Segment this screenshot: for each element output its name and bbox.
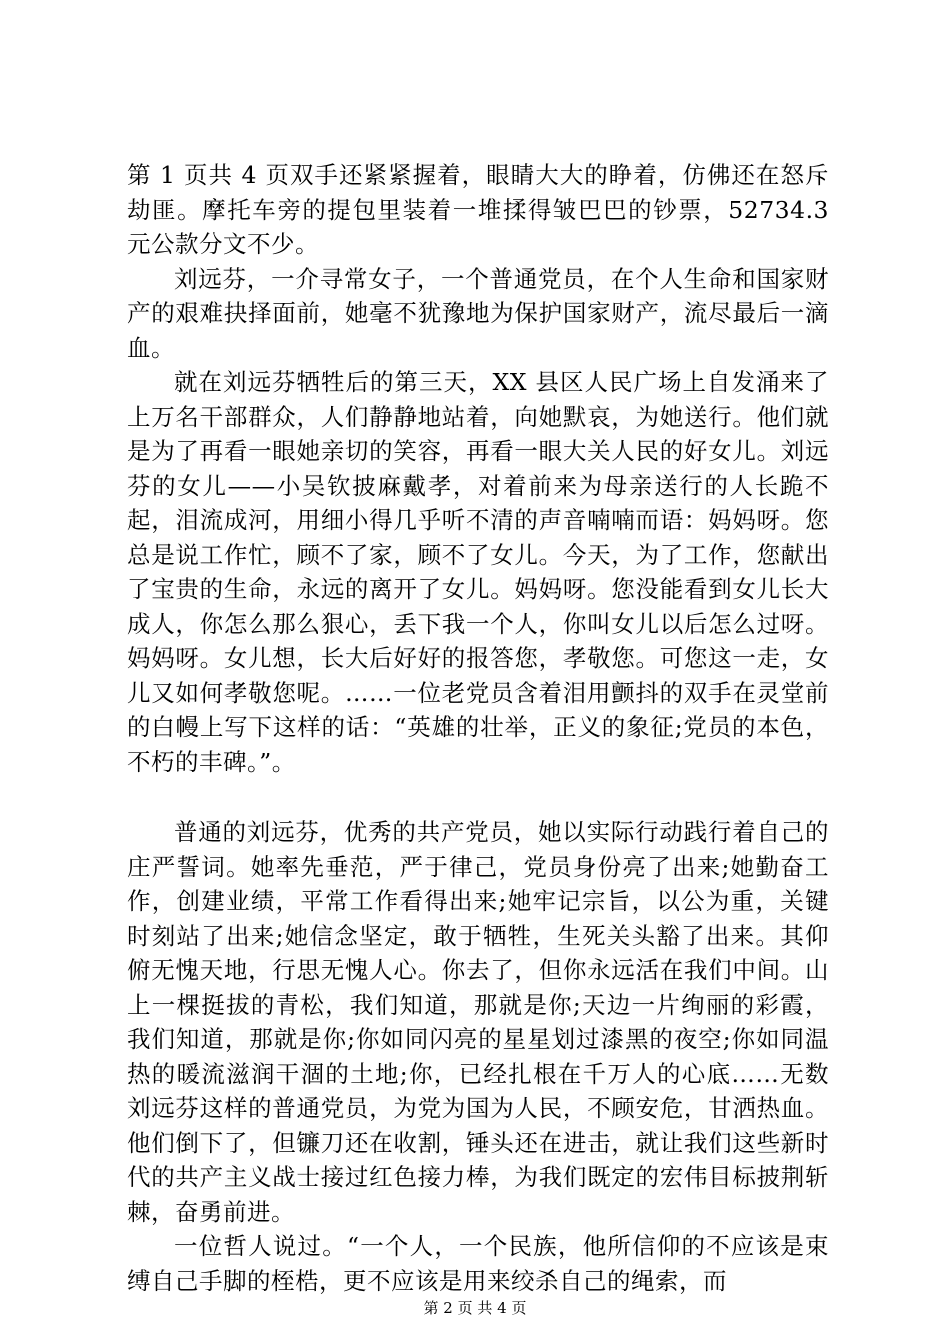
paragraph-continuation: 第 1 页共 4 页双手还紧紧握着，眼睛大大的睁着，仿佛还在怒斥劫匪。摩托车旁的提包里装着一堆揉得皱巴巴的钞票，52734.3 元公款分文不少。 [127,161,829,258]
paragraph-philosopher-quote: 一位哲人说过。“一个人，一个民族，他所信仰的不应该是束缚自己手脚的桎梏，更不应该是用来绞杀自己的绳索，而 [127,1232,829,1295]
paragraph-memorial: 就在刘远芬牺牲后的第三天，XX 县区人民广场上自发涌来了上万名干部群众，人们静静地站着，向她默哀，为她送行。他们就是为了再看一眼她亲切的笑容，再看一眼大关人民的好女儿。刘远芬的女儿——小吴钦披麻戴孝，对着前来为母亲送行的人长跪不起，泪流成河，用细小得几乎听不清的声音喃喃而语：妈妈呀。您总是说工作忙，顾不了家，顾不了女儿。今天，为了工作，您献出了宝贵的生命，永远的离开了女儿。妈妈呀。您没能看到女儿长大成人，你怎么那么狠心，丢下我一个人，你叫女儿以后怎么过呀。妈妈呀。女儿想，长大后好好的报答您，孝敬您。可您这一走，女儿又如何孝敬您呢。……一位老党员含着泪用颤抖的双手在灵堂前的白幔上写下这样的话：“英雄的壮举，正义的象征;党员的本色，不朽的丰碑。”。 [127,368,829,776]
page-footer: 第 2 页 共 4 页 [423,1299,527,1317]
paragraph-ordinary-party-member: 普通的刘远芬，优秀的共产党员，她以实际行动践行着自己的庄严誓词。她率先垂范，严于律己，党员身份亮了出来;她勤奋工作，创建业绩，平常工作看得出来;她牢记宗旨，以公为重，关键时刻站了出来;她信念坚定，敢于牺牲，生死关头豁了出来。其仰俯无愧天地，行思无愧人心。你去了，但你永远活在我们中间。山上一棵挺拔的青松，我们知道，那就是你;天边一片绚丽的彩霞，我们知道，那就是你;你如同闪亮的星星划过漆黑的夜空;你如同温热的暖流滋润干涸的土地;你，已经扎根在千万人的心底……无数刘远芬这样的普通党员，为党为国为人民，不顾安危，甘洒热血。他们倒下了，但镰刀还在收割，锤头还在进击，就让我们这些新时代的共产主义战士接过红色接力棒，为我们既定的宏伟目标披荆斩棘，奋勇前进。 [127,818,829,1226]
paragraph-liu-yuanfen-choice: 刘远芬，一介寻常女子，一个普通党员，在个人生命和国家财产的艰难抉择面前，她毫不犹豫地为保护国家财产，流尽最后一滴血。 [127,264,829,362]
document-body [127,158,829,1298]
paragraph-spacer [127,779,829,815]
